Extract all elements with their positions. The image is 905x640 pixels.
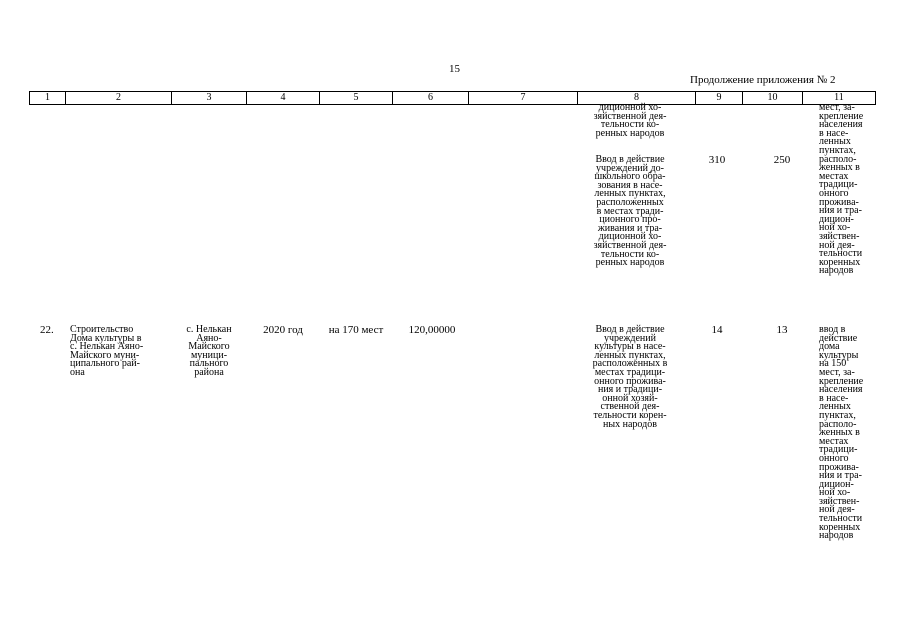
row2-col2: Строительство Дома культуры в с. Нелькан Аяно- Майского муни- ципального рай- она [70, 324, 144, 378]
appendix-caption: Продолжение приложения № 2 [690, 74, 836, 86]
row2-col3: с. Нелькан Аяно- Майского муници- пального района [186, 324, 232, 378]
header-col-4: 4 [246, 92, 319, 104]
table-header-row [29, 91, 876, 105]
row2-col11: ввод в действие дома культуры на 150 мест, за- крепление населения в насе- ленных пунктах, располо- женных в местах традици- онного проживa- ния и тра- дицион- ной хо- зяйствен- ной дея- тельности коренных народов [819, 324, 864, 542]
header-col-5: 5 [319, 92, 392, 104]
row2-col8: Ввод в действие учреждений культуры в насе- ленных пунктах, расположенных в местах традици- онного прожива- ния и традици- онной хозяй- ственной дея- тельности корен- ных народов [592, 324, 668, 430]
row2-col9: 14 [711, 324, 723, 336]
header-col-7: 7 [468, 92, 577, 104]
row1-col9: 310 [708, 154, 726, 166]
row1-col8-part1: диционной хо- зяйственной дея- тельности ко- ренных народов [593, 102, 667, 139]
row1-col8-part2: Ввод в действие учреждений до- школьного обра- зования в насе- ленных пунктах, расположенных в местах тради- ционного про- живания и тра- диционной хо- зяйственной дея- тельности ко- ренных народов [593, 154, 667, 269]
page-number: 15 [449, 63, 460, 75]
header-col-10: 10 [742, 92, 802, 104]
row1-col11: мест, за- крепление населения в насе- ленных пунктах, располо- женных в местах традици- онного проживa- ния и тра- дицион- ной хо- зяйствен- ной дея- тельности коренных народов [819, 102, 864, 277]
row2-col6: 120,00000 [408, 324, 456, 336]
row2-col5: на 170 мест [328, 324, 384, 336]
row2-col1: 22. [40, 324, 54, 336]
header-col-6: 6 [392, 92, 468, 104]
header-col-3: 3 [171, 92, 246, 104]
header-col-11: 11 [802, 92, 876, 104]
header-col-8: 8 [577, 92, 695, 104]
header-col-2: 2 [65, 92, 171, 104]
header-col-9: 9 [695, 92, 742, 104]
row1-col10: 250 [773, 154, 791, 166]
header-col-1: 1 [29, 92, 65, 104]
row2-col10: 13 [776, 324, 788, 336]
row2-col4: 2020 год [263, 324, 303, 336]
